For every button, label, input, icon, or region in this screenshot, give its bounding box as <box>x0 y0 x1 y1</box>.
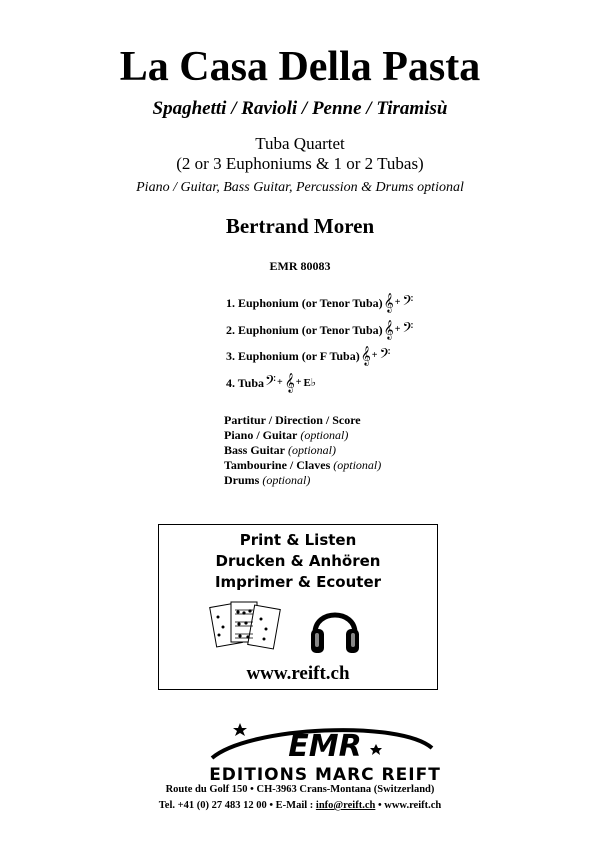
part-item <box>226 321 413 339</box>
headphones-icon <box>309 599 361 657</box>
publisher-name: EDITIONS MARC REIFT <box>209 765 441 784</box>
extra-name: Tambourine / Claves <box>224 458 331 472</box>
promo-url: www.reift.ch <box>246 663 350 684</box>
print-listen-box <box>158 524 438 690</box>
extra-note: (optional) <box>300 428 349 442</box>
optional-instruments-note: Piano / Guitar, Bass Guitar, Percussion & Drums optional <box>136 180 464 195</box>
part-label: 2. Euphonium (or Tenor Tuba) <box>226 323 383 337</box>
treble-clef-icon: 𝄞 <box>383 320 394 340</box>
extra-item <box>224 458 381 473</box>
emr-logo <box>200 718 450 784</box>
extra-item <box>224 413 361 428</box>
plus-sign: + <box>371 350 378 361</box>
logo-mark-text: EMR <box>288 729 362 764</box>
sheet-music-icon <box>209 597 283 657</box>
e-flat-label: E♭ <box>303 377 316 389</box>
bass-clef-icon: 𝄢 <box>402 320 414 340</box>
extra-name: Drums <box>224 473 260 487</box>
part-item <box>226 294 413 312</box>
extra-item <box>224 473 310 488</box>
part-label: 1. Euphonium (or Tenor Tuba) <box>226 296 383 310</box>
extra-item <box>224 443 336 458</box>
treble-clef-icon: 𝄞 <box>383 293 394 313</box>
plus-sign: + <box>295 377 302 388</box>
bass-clef-icon: 𝄢 <box>379 346 391 366</box>
part-item <box>226 347 390 365</box>
extra-name: Piano / Guitar <box>224 428 298 442</box>
email-link[interactable]: info@reift.ch <box>315 800 376 811</box>
extra-note: (optional) <box>333 458 382 472</box>
extra-note: (optional) <box>288 443 337 457</box>
promo-line-en: Print & Listen <box>239 531 357 549</box>
extra-note: (optional) <box>262 473 311 487</box>
contact-website: • www.reift.ch <box>375 800 442 811</box>
publisher-address: Route du Golf 150 • CH-3963 Crans-Montana (Switzerland) <box>165 784 435 795</box>
instrumentation: (2 or 3 Euphoniums & 1 or 2 Tubas) <box>176 154 424 173</box>
plus-sign: + <box>394 324 401 335</box>
ensemble: Tuba Quartet <box>255 134 345 153</box>
publisher-contact <box>0 799 600 813</box>
plus-sign: + <box>276 377 283 388</box>
part-label: 3. Euphonium (or F Tuba) <box>226 349 360 363</box>
title: La Casa Della Pasta <box>119 44 481 90</box>
bass-clef-icon: 𝄢 <box>265 373 276 393</box>
part-label: 4. Tuba <box>226 376 265 390</box>
subtitle: Spaghetti / Ravioli / Penne / Tiramisù <box>152 98 448 119</box>
contact-phone: Tel. +41 (0) 27 483 12 00 • E-Mail : <box>158 800 316 811</box>
treble-clef-icon: 𝄞 <box>284 373 295 393</box>
extra-name: Bass Guitar <box>224 443 286 457</box>
treble-clef-icon: 𝄞 <box>360 346 371 366</box>
plus-sign: + <box>394 297 401 308</box>
catalog-number: EMR 80083 <box>269 259 331 273</box>
bass-clef-icon: 𝄢 <box>402 293 414 313</box>
promo-line-fr: Imprimer & Ecouter <box>214 573 382 591</box>
composer: Bertrand Moren <box>225 214 375 238</box>
promo-line-de: Drucken & Anhören <box>215 552 381 570</box>
extra-item <box>224 428 348 443</box>
extra-name: Partitur / Direction / Score <box>224 413 361 427</box>
part-item <box>226 374 317 392</box>
